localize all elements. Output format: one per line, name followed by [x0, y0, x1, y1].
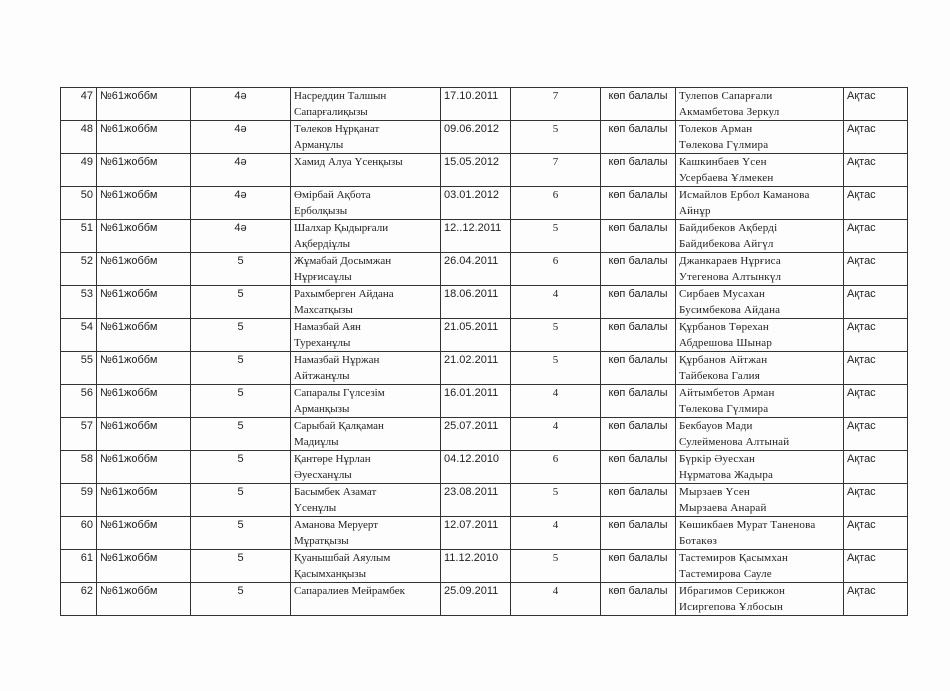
children-count-cell: 5: [511, 550, 601, 583]
student-name-line: Өмірбай Ақбота: [294, 189, 371, 201]
student-name-line: Шалхар Қыдырғали: [294, 222, 389, 234]
school-cell: №61жоббм: [97, 187, 191, 220]
table-row: [61, 418, 908, 451]
student-name-line: Нұрғисаұлы: [294, 271, 352, 283]
student-name-line: Рахымберген Айдана: [294, 288, 394, 300]
birth-date-cell: 21.02.2011: [441, 352, 511, 385]
student-name-cell: [291, 121, 441, 154]
grade-cell: 5: [191, 253, 291, 286]
student-name-line: Арманұлы: [294, 139, 344, 151]
school-cell: №61жоббм: [97, 319, 191, 352]
student-name-cell: [291, 154, 441, 187]
student-name-line: Хамид Алуа Үсенқызы: [294, 156, 403, 168]
birth-date-cell: 04.12.2010: [441, 451, 511, 484]
settlement-cell: Ақтас: [844, 253, 908, 286]
parents-cell: [676, 451, 844, 484]
student-name-line: Аманова Меруерт: [294, 519, 379, 531]
school-cell: №61жоббм: [97, 253, 191, 286]
family-status-cell: көп балалы: [601, 352, 676, 385]
table-row: [61, 451, 908, 484]
parent-name-line: Бусимбекова Айдана: [679, 304, 781, 316]
settlement-cell: Ақтас: [844, 583, 908, 616]
school-cell: №61жоббм: [97, 451, 191, 484]
table-row: [61, 385, 908, 418]
table-row: [61, 220, 908, 253]
table-row: [61, 352, 908, 385]
student-name-line: Насреддин Талшын: [294, 90, 387, 102]
parents-cell: [676, 88, 844, 121]
parent-name-line: Ибрагимов Серикжон: [679, 585, 786, 597]
parent-name-line: Утегенова Алтынкүл: [679, 271, 782, 283]
school-cell: №61жоббм: [97, 88, 191, 121]
school-cell: №61жоббм: [97, 121, 191, 154]
school-cell: №61жоббм: [97, 583, 191, 616]
student-name-line: Үсенұлы: [294, 502, 337, 514]
settlement-cell: Ақтас: [844, 121, 908, 154]
parents-cell: [676, 286, 844, 319]
student-name-line: Сапаралы Гүлсезім: [294, 387, 385, 399]
parents-cell: [676, 319, 844, 352]
parent-name-line: Байдибекова Айгүл: [679, 238, 774, 250]
family-status-cell: көп балалы: [601, 154, 676, 187]
school-cell: №61жоббм: [97, 484, 191, 517]
school-cell: №61жоббм: [97, 418, 191, 451]
family-status-cell: көп балалы: [601, 583, 676, 616]
birth-date-cell: 12.07.2011: [441, 517, 511, 550]
grade-cell: 4ә: [191, 121, 291, 154]
student-name-cell: [291, 418, 441, 451]
settlement-cell: Ақтас: [844, 319, 908, 352]
student-name-line: Ақбердіұлы: [294, 238, 351, 250]
birth-date-cell: 16.01.2011: [441, 385, 511, 418]
row-number-cell: 62: [61, 583, 97, 616]
settlement-cell: Ақтас: [844, 187, 908, 220]
family-status-cell: көп балалы: [601, 484, 676, 517]
grade-cell: 4ә: [191, 154, 291, 187]
birth-date-cell: 26.04.2011: [441, 253, 511, 286]
student-name-line: Қуанышбай Аяулым: [294, 552, 391, 564]
student-name-cell: [291, 550, 441, 583]
table-row: [61, 517, 908, 550]
student-name-cell: [291, 484, 441, 517]
table-row: [61, 286, 908, 319]
student-name-line: Әуесханұлы: [294, 469, 352, 481]
parent-name-line: Акмамбетова Зеркул: [679, 106, 780, 118]
children-count-cell: 5: [511, 352, 601, 385]
children-count-cell: 6: [511, 253, 601, 286]
student-name-line: Қантөре Нұрлан: [294, 453, 371, 465]
grade-cell: 5: [191, 286, 291, 319]
table-row: [61, 253, 908, 286]
family-status-cell: көп балалы: [601, 451, 676, 484]
parent-name-line: Тайбекова Галия: [679, 370, 761, 382]
school-cell: №61жоббм: [97, 385, 191, 418]
table-row: [61, 583, 908, 616]
parent-name-line: Төлекова Гүлмира: [679, 139, 769, 151]
parent-name-line: Толеков Арман: [679, 123, 753, 135]
parent-name-line: Джанкараев Нұрғиса: [679, 255, 781, 267]
family-status-cell: көп балалы: [601, 517, 676, 550]
parent-name-line: Сулейменова Алтынай: [679, 436, 790, 448]
family-status-cell: көп балалы: [601, 88, 676, 121]
children-count-cell: 6: [511, 187, 601, 220]
parents-cell: [676, 517, 844, 550]
table-row: [61, 484, 908, 517]
children-count-cell: 5: [511, 484, 601, 517]
birth-date-cell: 09.06.2012: [441, 121, 511, 154]
family-status-cell: көп балалы: [601, 385, 676, 418]
parents-cell: [676, 121, 844, 154]
children-count-cell: 7: [511, 154, 601, 187]
student-name-line: Сапарғалиқызы: [294, 106, 368, 118]
parent-name-line: Тастемиров Қасымхан: [679, 552, 789, 564]
children-count-cell: 4: [511, 385, 601, 418]
parents-cell: [676, 253, 844, 286]
parents-cell: [676, 418, 844, 451]
settlement-cell: Ақтас: [844, 352, 908, 385]
settlement-cell: Ақтас: [844, 385, 908, 418]
children-count-cell: 4: [511, 286, 601, 319]
table-row: [61, 154, 908, 187]
student-name-line: Мадиұлы: [294, 436, 339, 448]
student-name-line: Ерболқызы: [294, 205, 348, 217]
student-name-line: Махсатқызы: [294, 304, 353, 316]
parent-name-line: Абдрешова Шынар: [679, 337, 773, 349]
school-cell: №61жоббм: [97, 517, 191, 550]
student-name-line: Турехан​ұлы: [294, 337, 351, 349]
student-name-cell: [291, 352, 441, 385]
row-number-cell: 53: [61, 286, 97, 319]
table-row: [61, 319, 908, 352]
children-count-cell: 5: [511, 121, 601, 154]
table-row: [61, 550, 908, 583]
parents-cell: [676, 550, 844, 583]
children-count-cell: 6: [511, 451, 601, 484]
settlement-cell: Ақтас: [844, 517, 908, 550]
grade-cell: 5: [191, 484, 291, 517]
student-name-line: Намазбай Аян: [294, 321, 361, 333]
settlement-cell: Ақтас: [844, 88, 908, 121]
student-name-line: Сарыбай Қалқаман: [294, 420, 384, 432]
row-number-cell: 51: [61, 220, 97, 253]
family-status-cell: көп балалы: [601, 319, 676, 352]
student-name-line: Намазбай Нұржан: [294, 354, 380, 366]
row-number-cell: 56: [61, 385, 97, 418]
row-number-cell: 52: [61, 253, 97, 286]
student-name-cell: [291, 319, 441, 352]
student-name-line: Жұмабай Досымжан: [294, 255, 392, 267]
grade-cell: 5: [191, 385, 291, 418]
parents-cell: [676, 154, 844, 187]
children-count-cell: 4: [511, 517, 601, 550]
parent-name-line: Мырзаев Үсен: [679, 486, 750, 498]
parent-name-line: Исмайлов Ербол Каманова: [679, 189, 810, 201]
student-name-line: Басымбек Азамат: [294, 486, 377, 498]
student-name-line: Сапаралиев Мейрамбек: [294, 585, 405, 597]
student-name-line: Төлеков Нұрқанат: [294, 123, 380, 135]
parent-name-line: Құрбанов Айтжан: [679, 354, 768, 366]
school-cell: №61жоббм: [97, 550, 191, 583]
student-name-line: Арманқызы: [294, 403, 350, 415]
parent-name-line: Айнұр: [679, 205, 711, 217]
student-name-line: Мұратқызы: [294, 535, 349, 547]
parents-cell: [676, 220, 844, 253]
grade-cell: 4ә: [191, 220, 291, 253]
parent-name-line: Айтымбетов Арман: [679, 387, 775, 399]
student-name-line: Қасымханқызы: [294, 568, 367, 580]
table-row: [61, 88, 908, 121]
student-name-cell: [291, 583, 441, 616]
parents-cell: [676, 187, 844, 220]
parent-name-line: Бүркір Әуесхан: [679, 453, 756, 465]
parent-name-line: Тастемирова Сауле: [679, 568, 772, 580]
family-status-cell: көп балалы: [601, 187, 676, 220]
grade-cell: 5: [191, 517, 291, 550]
birth-date-cell: 25.09.2011: [441, 583, 511, 616]
parent-name-line: Құрбанов Төрехан: [679, 321, 769, 333]
table-row: [61, 121, 908, 154]
grade-cell: 5: [191, 583, 291, 616]
row-number-cell: 55: [61, 352, 97, 385]
grade-cell: 5: [191, 352, 291, 385]
parent-name-line: Исиргепова Ұлбосын: [679, 601, 784, 613]
row-number-cell: 59: [61, 484, 97, 517]
parent-name-line: Ботакөз: [679, 535, 718, 547]
birth-date-cell: 15.05.2012: [441, 154, 511, 187]
grade-cell: 4ә: [191, 88, 291, 121]
student-name-cell: [291, 451, 441, 484]
settlement-cell: Ақтас: [844, 484, 908, 517]
row-number-cell: 54: [61, 319, 97, 352]
grade-cell: 5: [191, 319, 291, 352]
family-status-cell: көп балалы: [601, 550, 676, 583]
student-name-cell: [291, 220, 441, 253]
parent-name-line: Төлекова Гүлмира: [679, 403, 769, 415]
family-status-cell: көп балалы: [601, 253, 676, 286]
family-status-cell: көп балалы: [601, 286, 676, 319]
table-row: [61, 187, 908, 220]
birth-date-cell: 25.07.2011: [441, 418, 511, 451]
row-number-cell: 57: [61, 418, 97, 451]
school-cell: №61жоббм: [97, 352, 191, 385]
family-status-cell: көп балалы: [601, 121, 676, 154]
parent-name-line: Мырзаева Анарай: [679, 502, 767, 514]
parents-cell: [676, 484, 844, 517]
student-name-cell: [291, 187, 441, 220]
row-number-cell: 58: [61, 451, 97, 484]
parent-name-line: Бекбауов Мади: [679, 420, 753, 432]
birth-date-cell: 11.12.2010: [441, 550, 511, 583]
parent-name-line: Сирбаев Мусахан: [679, 288, 766, 300]
school-cell: №61жоббм: [97, 286, 191, 319]
children-count-cell: 5: [511, 319, 601, 352]
row-number-cell: 48: [61, 121, 97, 154]
birth-date-cell: 23.08.2011: [441, 484, 511, 517]
parents-cell: [676, 385, 844, 418]
roster-body: [61, 88, 908, 616]
grade-cell: 5: [191, 550, 291, 583]
school-cell: №61жоббм: [97, 154, 191, 187]
children-count-cell: 7: [511, 88, 601, 121]
grade-cell: 5: [191, 418, 291, 451]
student-name-line: Айтжанұлы: [294, 370, 350, 382]
settlement-cell: Ақтас: [844, 550, 908, 583]
student-name-cell: [291, 88, 441, 121]
grade-cell: 4ә: [191, 187, 291, 220]
parent-name-line: Усербаева Ұлмекен: [679, 172, 774, 184]
birth-date-cell: 12..12.2011: [441, 220, 511, 253]
children-count-cell: 5: [511, 220, 601, 253]
row-number-cell: 50: [61, 187, 97, 220]
parents-cell: [676, 583, 844, 616]
settlement-cell: Ақтас: [844, 286, 908, 319]
settlement-cell: Ақтас: [844, 418, 908, 451]
family-status-cell: көп балалы: [601, 220, 676, 253]
parent-name-line: Байдибеков Ақберді: [679, 222, 778, 234]
settlement-cell: Ақтас: [844, 154, 908, 187]
student-name-cell: [291, 253, 441, 286]
row-number-cell: 47: [61, 88, 97, 121]
student-name-cell: [291, 517, 441, 550]
settlement-cell: Ақтас: [844, 451, 908, 484]
birth-date-cell: 18.06.2011: [441, 286, 511, 319]
parents-cell: [676, 352, 844, 385]
parent-name-line: Тулепов Сапарғали: [679, 90, 773, 102]
family-status-cell: көп балалы: [601, 418, 676, 451]
birth-date-cell: 03.01.2012: [441, 187, 511, 220]
birth-date-cell: 21.05.2011: [441, 319, 511, 352]
birth-date-cell: 17.10.2011: [441, 88, 511, 121]
student-name-cell: [291, 286, 441, 319]
parent-name-line: Кашкинбаев Үсен: [679, 156, 767, 168]
grade-cell: 5: [191, 451, 291, 484]
row-number-cell: 49: [61, 154, 97, 187]
children-count-cell: 4: [511, 418, 601, 451]
parent-name-line: Нұрматова Жадыра: [679, 469, 774, 481]
school-cell: №61жоббм: [97, 220, 191, 253]
row-number-cell: 61: [61, 550, 97, 583]
settlement-cell: Ақтас: [844, 220, 908, 253]
student-name-cell: [291, 385, 441, 418]
student-roster-table: [60, 87, 908, 616]
parent-name-line: Көшикбаев Мурат Таненова: [679, 519, 816, 531]
children-count-cell: 4: [511, 583, 601, 616]
row-number-cell: 60: [61, 517, 97, 550]
